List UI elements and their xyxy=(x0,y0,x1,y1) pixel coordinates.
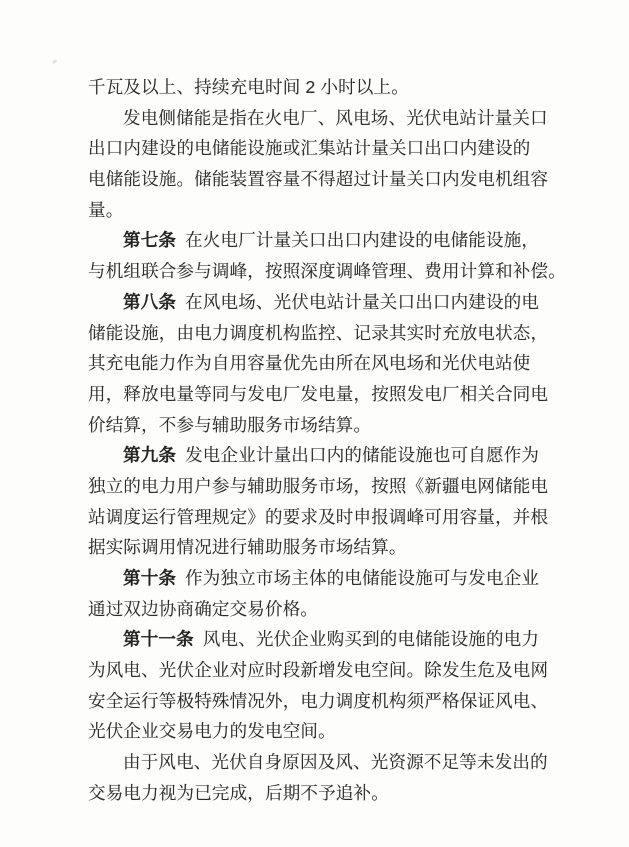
text-line: 储能设施，由电力调度机构监控、记录其实时充放电状态， xyxy=(88,322,549,343)
text-line: 第八条 在风电场、光伏电站计量关口出口内建设的电 xyxy=(123,291,540,312)
text-line: 用，释放电量等同与发电厂发电量，按照发电厂相关合同电 xyxy=(88,383,549,404)
text-line: 发电侧储能是指在火电厂、风电场、光伏电站计量关口 xyxy=(123,107,548,128)
text-line: 交易电力视为已完成，后期不予追补。 xyxy=(88,782,389,803)
text-line: 第七条 在火电厂计量关口出口内建设的电储能设施， xyxy=(123,230,540,251)
text-line: 与机组联合参与调峰，按照深度调峰管理、费用计算和补偿。 xyxy=(88,261,566,282)
text-line: 为风电、光伏企业对应时段新增发电空间。除发生危及电网 xyxy=(88,660,549,681)
article-number: 第八条 xyxy=(123,291,177,312)
text-line: 出口内建设的电储能设施或汇集站计量关口出口内建设的 xyxy=(88,138,531,159)
article-number: 第十一条 xyxy=(123,629,194,650)
text-line: 站调度运行管理规定》的要求及时申报调峰可用容量，并根 xyxy=(88,506,549,527)
scan-artifact xyxy=(52,59,58,64)
article-number: 第七条 xyxy=(123,230,177,251)
text-line: 第十条 作为独立市场主体的电储能设施可与发电企业 xyxy=(123,568,540,588)
text-line: 由于风电、光伏自身原因及风、光资源不足等未发出的 xyxy=(123,752,548,773)
text-line: 据实际调用情况进行辅助服务市场结算。 xyxy=(88,537,407,558)
article-number: 第十条 xyxy=(123,568,177,588)
article-number: 第九条 xyxy=(123,445,177,466)
text-line: 千瓦及以上、持续充电时间 2 小时以上。 xyxy=(88,77,409,97)
text-line: 电储能设施。储能装置容量不得超过计量关口内发电机组容 xyxy=(88,169,549,190)
text-block xyxy=(88,72,566,809)
text-line: 安全运行等极特殊情况外，电力调度机构须严格保证风电、 xyxy=(88,690,549,711)
text-line: 量。 xyxy=(88,199,124,220)
text-line: 独立的电力用户参与辅助服务市场，按照《新疆电网储能电 xyxy=(88,475,549,496)
text-line: 其充电能力作为自用容量优先由所在风电场和光伏电站使 xyxy=(88,353,531,374)
text-line: 第九条 发电企业计量出口内的储能设施也可自愿作为 xyxy=(123,445,540,466)
text-line: 第十一条 风电、光伏企业购买到的电储能设施的电力 xyxy=(123,629,540,650)
text-line: 通过双边协商确定交易价格。 xyxy=(88,598,319,619)
text-line: 光伏企业交易电力的发电空间。 xyxy=(88,721,336,742)
text-line: 价结算，不参与辅助服务市场结算。 xyxy=(88,414,372,435)
